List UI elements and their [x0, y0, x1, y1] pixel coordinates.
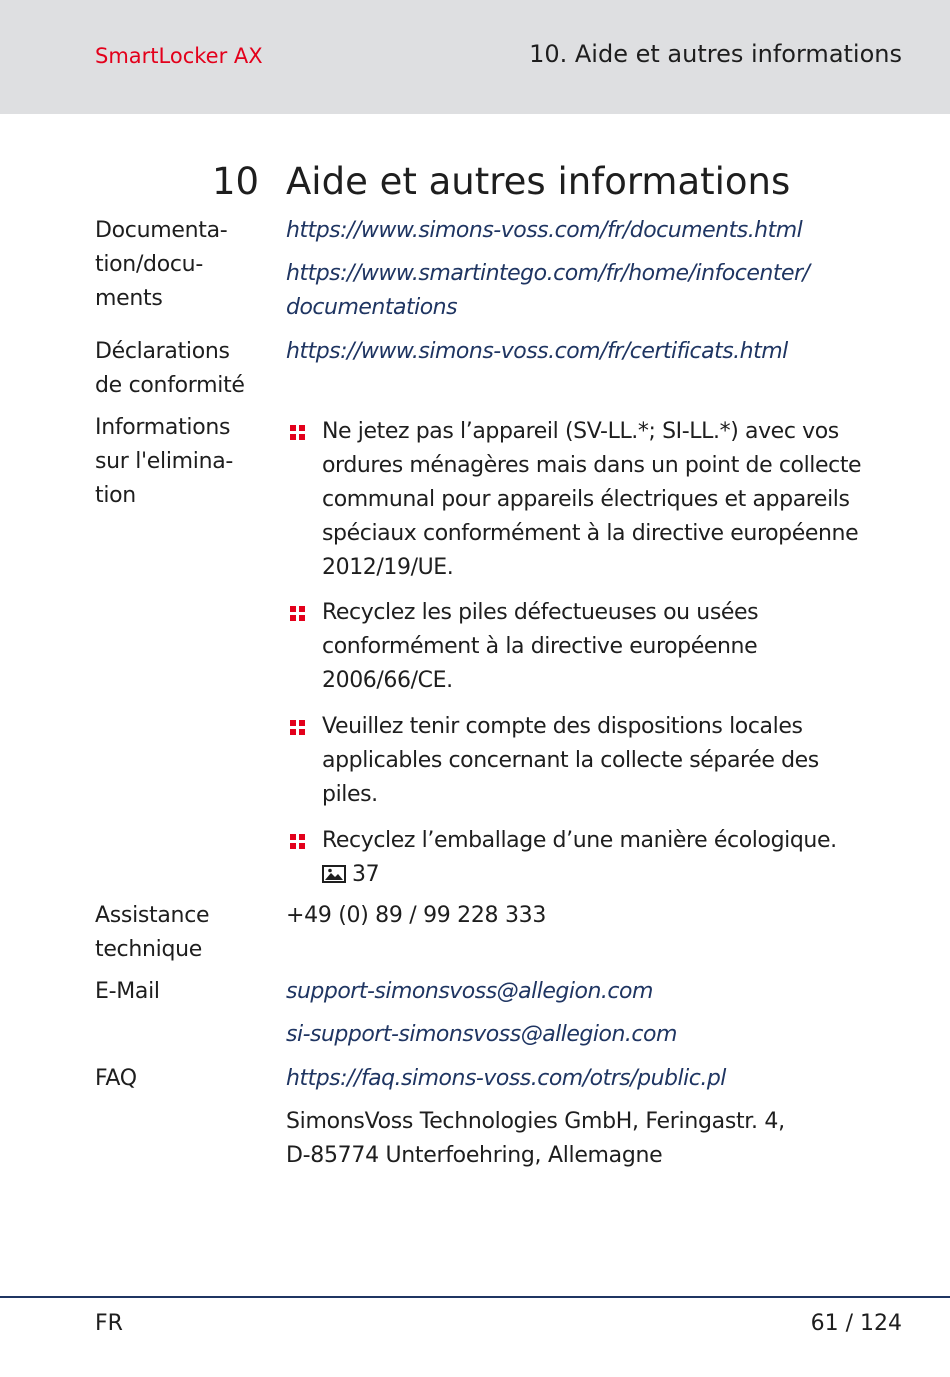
- documents-link[interactable]: https://www.simons-voss.com/fr/documents.html: [286, 218, 803, 243]
- label-line: Documenta-: [95, 218, 228, 243]
- label-line: Assistance: [95, 903, 210, 928]
- bullet-text: [322, 596, 912, 698]
- header-section-title: 10. Aide et autres informations: [529, 40, 902, 68]
- label-line: technique: [95, 937, 202, 962]
- address-line: D-85774 Unterfoehring, Allemagne: [286, 1143, 663, 1168]
- bullet-text: [322, 415, 912, 585]
- label-line: sur l'elimina-: [95, 449, 234, 474]
- bullet-line: 2006/66/CE.: [322, 668, 453, 693]
- company-address: [286, 1105, 906, 1173]
- email-label: E-Mail: [95, 979, 160, 1004]
- image-ref-number: 37: [352, 862, 380, 887]
- bullet-line: ordures ménagères mais dans un point de collecte: [322, 453, 862, 478]
- bullet-text: [322, 710, 912, 812]
- page-header: [0, 0, 950, 114]
- si-support-email-link[interactable]: si-support-simonsvoss@allegion.com: [286, 1022, 677, 1047]
- page-number: 61 / 124: [810, 1311, 902, 1336]
- support-phone: +49 (0) 89 / 99 228 333: [286, 903, 547, 928]
- chapter-number: 10: [212, 160, 260, 203]
- bullet-line: Recyclez l’emballage d’une manière écologique.: [322, 828, 837, 853]
- disposal-label: [95, 411, 265, 513]
- label-line: ments: [95, 286, 163, 311]
- support-email-link[interactable]: support-simonsvoss@allegion.com: [286, 979, 653, 1004]
- footer-divider: [0, 1296, 950, 1298]
- label-line: tion: [95, 483, 136, 508]
- red-square-grid-icon: [290, 606, 305, 621]
- label-line: Informations: [95, 415, 231, 440]
- certificates-link[interactable]: https://www.simons-voss.com/fr/certificats.html: [286, 339, 788, 364]
- documentation-label: [95, 214, 265, 316]
- infocenter-link[interactable]: [286, 257, 906, 325]
- bullet-line: spéciaux conformément à la directive européenne: [322, 521, 859, 546]
- image-reference[interactable]: [322, 858, 912, 892]
- faq-label: FAQ: [95, 1066, 137, 1091]
- conformity-label: [95, 335, 265, 403]
- footer-language: FR: [95, 1311, 123, 1336]
- link-line: https://www.smartintego.com/fr/home/infocenter/: [286, 261, 810, 286]
- red-square-grid-icon: [290, 720, 305, 735]
- address-line: SimonsVoss Technologies GmbH, Feringastr. 4,: [286, 1109, 785, 1134]
- link-line: documentations: [286, 295, 458, 320]
- bullet-line: piles.: [322, 782, 378, 807]
- support-label: [95, 899, 265, 967]
- image-icon: [322, 865, 346, 883]
- label-line: de conformité: [95, 373, 245, 398]
- bullet-line: Veuillez tenir compte des dispositions locales: [322, 714, 803, 739]
- brand-name: SmartLocker AX: [95, 44, 263, 68]
- bullet-line: Recyclez les piles défectueuses ou usées: [322, 600, 759, 625]
- bullet-line: Ne jetez pas l’appareil (SV-LL.*; SI-LL.*) avec vos: [322, 419, 839, 444]
- red-square-grid-icon: [290, 834, 305, 849]
- bullet-line: applicables concernant la collecte séparée des: [322, 748, 819, 773]
- bullet-line: conformément à la directive européenne: [322, 634, 758, 659]
- label-line: tion/docu-: [95, 252, 203, 277]
- bullet-line: 2012/19/UE.: [322, 555, 454, 580]
- bullet-line: communal pour appareils électriques et appareils: [322, 487, 850, 512]
- chapter-title: Aide et autres informations: [286, 160, 791, 203]
- red-square-grid-icon: [290, 425, 305, 440]
- faq-link[interactable]: https://faq.simons-voss.com/otrs/public.pl: [286, 1066, 726, 1091]
- label-line: Déclarations: [95, 339, 230, 364]
- bullet-text: [322, 824, 912, 892]
